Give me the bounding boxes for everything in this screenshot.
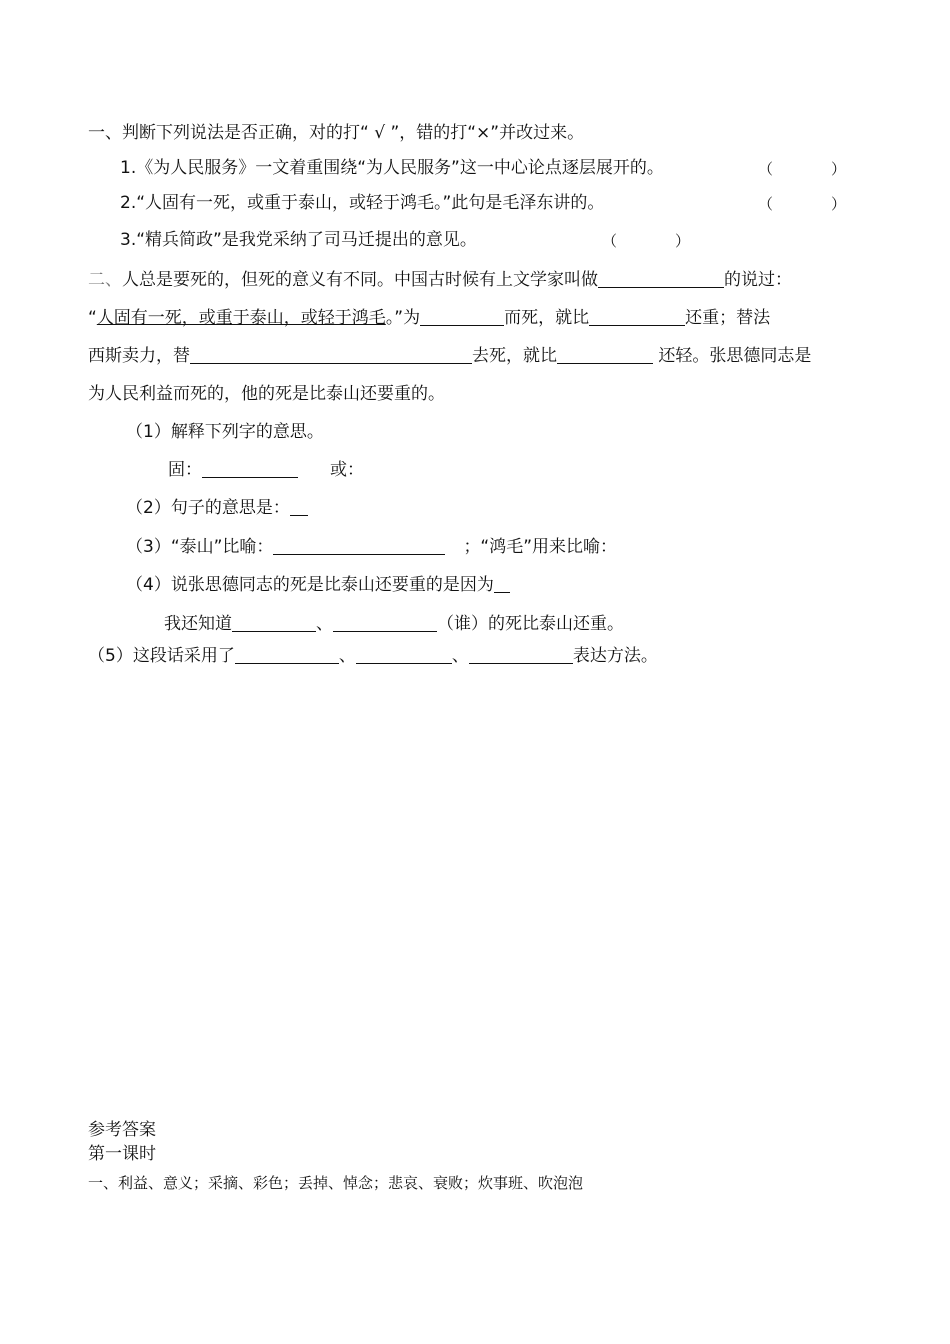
define-label: 固： xyxy=(168,460,202,480)
method-blank-2[interactable] xyxy=(356,645,452,664)
section2-line-3 xyxy=(88,344,811,368)
paragraph-text: 的说过： xyxy=(724,270,792,290)
sub-question-5 xyxy=(88,644,658,668)
paragraph-text: 西斯卖力，替 xyxy=(88,346,190,366)
question-3-text: 3.“精兵简政”是我党采纳了司马迁提出的意见。 xyxy=(120,230,477,250)
blank-for[interactable] xyxy=(420,307,504,326)
question-2 xyxy=(120,191,604,215)
answer-paren-1[interactable]: （ ） xyxy=(758,160,847,178)
paragraph-text: 还轻。张思德同志是 xyxy=(653,346,812,366)
method-blank-1[interactable] xyxy=(235,645,339,664)
paragraph-text: 而死，就比 xyxy=(504,308,590,328)
question-1 xyxy=(120,156,664,180)
section2-line-1 xyxy=(88,268,792,292)
know-text: （谁）的死比泰山还重。 xyxy=(437,614,624,634)
question-3 xyxy=(120,228,477,252)
sub-question-4-text: （4）说张思德同志的死是比泰山还要重的是因为 xyxy=(126,575,494,595)
section1-heading: 一、判断下列说法是否正确，对的打“ √ ”，错的打“×”并改过来。 xyxy=(88,123,585,143)
section2-line-2 xyxy=(88,306,770,330)
paragraph-text: 还重；替法 xyxy=(685,308,771,328)
i-also-know xyxy=(164,612,624,636)
sub-question-4 xyxy=(126,573,510,597)
paragraph-text: 去死，就比 xyxy=(472,346,557,366)
sub-question-3-text: （3）“泰山”比喻： xyxy=(126,537,274,557)
sub-question-2-text: （2）句子的意思是： xyxy=(126,498,290,518)
question-2-text: 2.“人固有一死，或重于泰山，或轻于鸿毛。”此句是毛泽东讲的。 xyxy=(120,193,605,213)
separator: 、 xyxy=(338,646,356,666)
separator: 、 xyxy=(316,614,333,634)
method-blank-3[interactable] xyxy=(469,645,573,664)
paragraph-text: 。”为 xyxy=(385,308,421,328)
answers-title: 参考答案 xyxy=(88,1120,156,1140)
sub-question-3 xyxy=(126,535,617,559)
sub-question-5-text: （5）这段话采用了 xyxy=(88,646,235,666)
answers-lesson: 第一课时 xyxy=(88,1144,156,1164)
section2-prefix: 二、 xyxy=(88,270,122,290)
paragraph-text: 人总是要死的，但死的意义有不同。中国古时候有上文学家叫做 xyxy=(122,270,598,290)
question-1-text: 1.《为人民服务》一文着重围绕“为人民服务”这一中心论点逐层展开的。 xyxy=(120,158,664,178)
sub-question-2 xyxy=(126,496,308,520)
taishan-blank[interactable] xyxy=(273,536,445,555)
define-gu xyxy=(168,458,298,482)
define-huo xyxy=(330,458,364,482)
quote-mark: “ xyxy=(88,308,97,328)
define-label: 或： xyxy=(330,460,364,480)
know-blank-2[interactable] xyxy=(333,613,437,632)
answer-paren-3[interactable]: （ ） xyxy=(602,232,691,250)
because-blank[interactable] xyxy=(494,574,510,593)
blank-lighter-than[interactable] xyxy=(557,345,653,364)
sub-question-5-text: 表达方法。 xyxy=(572,646,658,666)
separator: 、 xyxy=(451,646,469,666)
answer-paren-2[interactable]: （ ） xyxy=(758,195,847,213)
blank-heavier-than[interactable] xyxy=(589,307,685,326)
underlined-quote: 人固有一死，或重于泰山，或轻于鸿毛 xyxy=(96,308,386,328)
know-text: 我还知道 xyxy=(164,614,232,634)
author-blank[interactable] xyxy=(598,269,724,288)
answers-line-1: 一、利益、意义；采摘、彩色；丢掉、悼念；悲哀、衰败；炊事班、吹泡泡 xyxy=(88,1174,584,1192)
sub-question-3-text: ；“鸿毛”用来比喻： xyxy=(463,537,618,557)
define-gu-blank[interactable] xyxy=(202,459,298,478)
sub-question-1: （1）解释下列字的意思。 xyxy=(126,422,324,442)
blank-fascist[interactable] xyxy=(190,345,472,364)
meaning-blank[interactable] xyxy=(290,497,308,516)
section2-line-4: 为人民利益而死的，他的死是比泰山还要重的。 xyxy=(88,384,445,404)
know-blank-1[interactable] xyxy=(232,613,316,632)
